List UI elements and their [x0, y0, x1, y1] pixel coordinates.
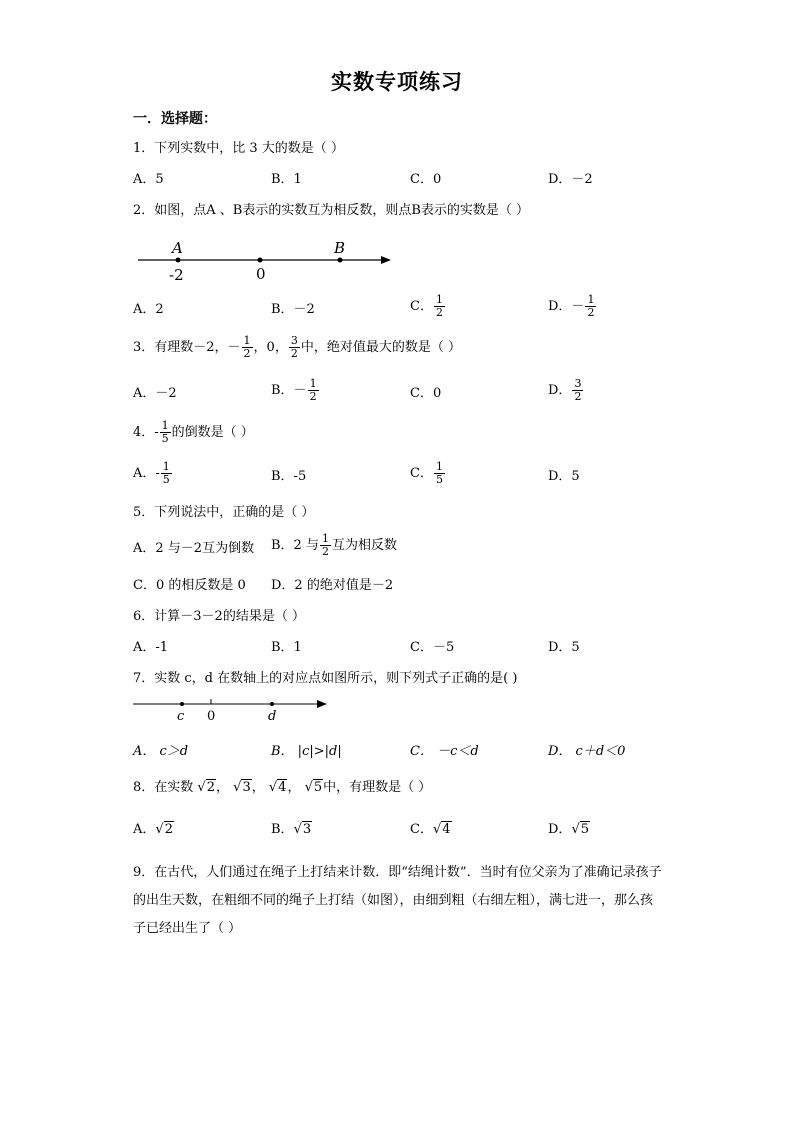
q5-option-c[interactable]: C．0 的相反数是 0: [133, 578, 246, 593]
q1-option-d[interactable]: D．－2: [548, 172, 593, 187]
q2-option-d[interactable]: D．－ $\frac{1}{2}$: [548, 293, 595, 319]
label-0: 0: [207, 709, 216, 724]
q6-option-b[interactable]: B．1: [271, 640, 302, 655]
tick-label-neg2: -2: [169, 266, 184, 284]
q7-stem: 7．实数 c，d 在数轴上的对应点如图所示，则下列式子正确的是( ): [133, 671, 518, 686]
tick-label-0: 0: [256, 265, 266, 283]
q2-option-c[interactable]: C． $\frac{1}{2}$: [410, 293, 443, 319]
q8-option-b[interactable]: B．√3: [271, 822, 312, 837]
label-c: c: [177, 709, 185, 724]
label-b: B: [334, 239, 346, 257]
q1-option-c[interactable]: C．0: [410, 172, 442, 187]
label-d: d: [268, 709, 277, 724]
q6-option-c[interactable]: C．－5: [410, 640, 455, 655]
point-c-dot: [180, 702, 184, 706]
q5-option-d[interactable]: D．2 的绝对值是－2: [271, 578, 394, 593]
q8-option-a[interactable]: A．√2: [133, 822, 173, 837]
q4-option-d[interactable]: D．5: [548, 469, 580, 484]
q7-option-b[interactable]: B． |c|>|d|: [271, 744, 342, 759]
q2-number-line: [133, 236, 403, 286]
point-d-dot: [270, 702, 274, 706]
q7-number-line: [133, 696, 333, 724]
q1-stem: 1．下列实数中，比 3 大的数是（ ）: [133, 141, 344, 156]
q2-option-a[interactable]: A．2: [133, 302, 164, 317]
point-a-dot: [176, 258, 181, 263]
q3-option-a[interactable]: A．－2: [133, 386, 177, 401]
sqrt-5: √5: [571, 822, 590, 837]
q6-stem: 6．计算－3－2的结果是（ ）: [133, 609, 305, 624]
q5-option-b[interactable]: B．2 与 $\frac{1}{2}$ 互为相反数: [271, 532, 397, 558]
q4-option-b[interactable]: B．-5: [271, 469, 307, 484]
q5-option-a[interactable]: A．2 与－2互为倒数: [133, 541, 255, 556]
point-b-dot: [338, 258, 343, 263]
q4-option-c[interactable]: C． $\frac{1}{5}$: [410, 460, 443, 486]
point-0-dot: [258, 258, 263, 263]
q9-stem: 9．在古代，人们通过在绳子上打结来计数．即“结绳计数”．当时有位父亲为了准确记录孩子的出生天数，在粗细不同的绳子上打结（如图），由细到粗（右细左粗），满七进一，那么孩子已经出生了（ ）: [133, 865, 662, 936]
q6-option-a[interactable]: A．-1: [133, 640, 169, 655]
q1-option-b[interactable]: B．1: [271, 172, 302, 187]
q3-option-d[interactable]: D． $\frac{3}{2}$: [548, 377, 582, 403]
fraction-half: $\frac{1}{2}$: [435, 293, 443, 319]
q3-stem: 3．有理数－2，－ $\frac{1}{2}$ ，0， $\frac{3}{2}$ 中，绝对值最大的数是（ ）: [133, 334, 461, 360]
q7-option-d[interactable]: D． c＋d＜0: [548, 744, 626, 759]
q2-stem: 2．如图，点A 、B表示的实数互为相反数，则点B表示的实数是（ ）: [133, 203, 530, 218]
sqrt-3: √3: [293, 822, 312, 837]
q8-stem: 8．在实数 √2， √3， √4， √5中，有理数是（ ）: [133, 780, 432, 795]
sqrt-4: √4: [432, 822, 451, 837]
q3-option-c[interactable]: C．0: [410, 386, 442, 401]
q7-option-c[interactable]: C． －c＜d: [410, 744, 479, 759]
label-a: A: [172, 239, 183, 257]
q4-stem: 4．- $\frac{1}{5}$ 的倒数是（ ）: [133, 419, 254, 445]
q6-option-d[interactable]: D．5: [548, 640, 580, 655]
q7-option-a[interactable]: A． c＞d: [133, 744, 189, 759]
q3-option-b[interactable]: B．－ $\frac{1}{2}$: [271, 377, 317, 403]
q2-option-b[interactable]: B．－2: [271, 302, 315, 317]
q5-stem: 5．下列说法中，正确的是（ ）: [133, 505, 315, 520]
sqrt-2: √2: [155, 822, 173, 837]
section-heading: 一．选择题：: [133, 111, 217, 127]
q1-option-a[interactable]: A．5: [133, 172, 164, 187]
q8-option-c[interactable]: C．√4: [410, 822, 451, 837]
fraction-half: $\frac{1}{2}$: [587, 293, 595, 319]
q8-option-d[interactable]: D．√5: [548, 822, 590, 837]
page-title: 实数专项练习: [331, 70, 463, 94]
q4-option-a[interactable]: A．- $\frac{1}{5}$: [133, 460, 170, 486]
